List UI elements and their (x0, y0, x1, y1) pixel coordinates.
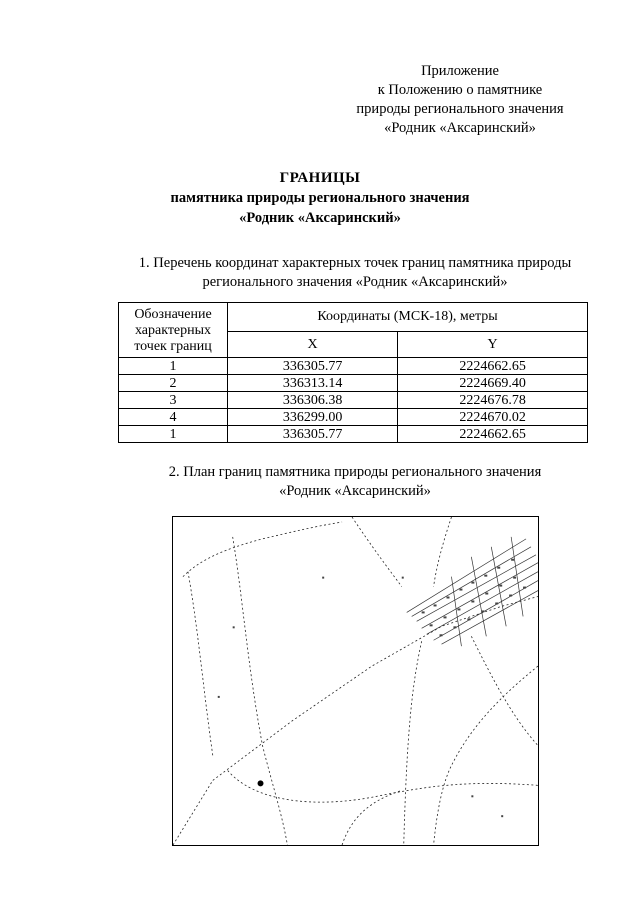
table-row (119, 375, 588, 392)
y-cell: 2224669.40 (398, 375, 588, 392)
title-line: ГРАНИЦЫ (279, 170, 361, 186)
map-road (183, 522, 342, 577)
title-line: «Родник «Аксаринский» (239, 210, 401, 226)
table-row (119, 392, 588, 409)
y-cell: 2224662.65 (398, 426, 588, 443)
appendix-line: «Родник «Аксаринский» (384, 120, 536, 136)
map-road (228, 770, 538, 802)
map-road (342, 790, 402, 845)
map-settlement (407, 537, 538, 646)
section-line: 2. План границ памятника природы регионального значения (168, 464, 542, 480)
map-road (434, 666, 538, 845)
point-cell: 1 (119, 426, 228, 443)
map-drawing (173, 517, 538, 845)
appendix-header (350, 62, 570, 138)
boundary-plan-map (172, 516, 539, 846)
x-cell: 336313.14 (228, 375, 398, 392)
coordinates-table (118, 302, 588, 443)
table-row (119, 358, 588, 375)
x-cell: 336299.00 (228, 409, 398, 426)
point-cell: 1 (119, 358, 228, 375)
map-road (471, 636, 538, 745)
point-cell: 3 (119, 392, 228, 409)
section-1-heading (110, 254, 600, 292)
header-point-designation: Обозначение характерных точек границ (119, 303, 228, 358)
y-cell: 2224662.65 (398, 358, 588, 375)
header-y: Y (398, 331, 588, 357)
map-road (213, 597, 538, 781)
appendix-line: к Положению о памятнике (377, 82, 543, 98)
appendix-line: природы регионального значения (356, 101, 564, 117)
section-2-heading (110, 463, 600, 501)
table-row (119, 409, 588, 426)
map-road (233, 537, 288, 845)
x-cell: 336305.77 (228, 426, 398, 443)
header-coordinates: Координаты (МСК-18), метры (228, 303, 588, 332)
map-road (188, 572, 213, 756)
header-x: X (228, 331, 398, 357)
section-line: «Родник «Аксаринский» (279, 483, 431, 499)
map-road (404, 641, 422, 845)
map-road (434, 517, 452, 587)
section-line: 1. Перечень координат характерных точек границ памятника природы (138, 255, 572, 271)
spring-point-marker (258, 780, 264, 786)
table-row (119, 426, 588, 443)
y-cell: 2224670.02 (398, 409, 588, 426)
point-cell: 4 (119, 409, 228, 426)
y-cell: 2224676.78 (398, 392, 588, 409)
map-road (173, 780, 213, 845)
point-cell: 2 (119, 375, 228, 392)
map-road (352, 517, 402, 587)
document-title (0, 168, 640, 228)
section-line: регионального значения «Родник «Аксаринский» (202, 274, 508, 290)
x-cell: 336306.38 (228, 392, 398, 409)
title-line: памятника природы регионального значения (170, 190, 470, 206)
appendix-line: Приложение (421, 63, 499, 79)
x-cell: 336305.77 (228, 358, 398, 375)
map-settlement-dots (218, 559, 526, 817)
